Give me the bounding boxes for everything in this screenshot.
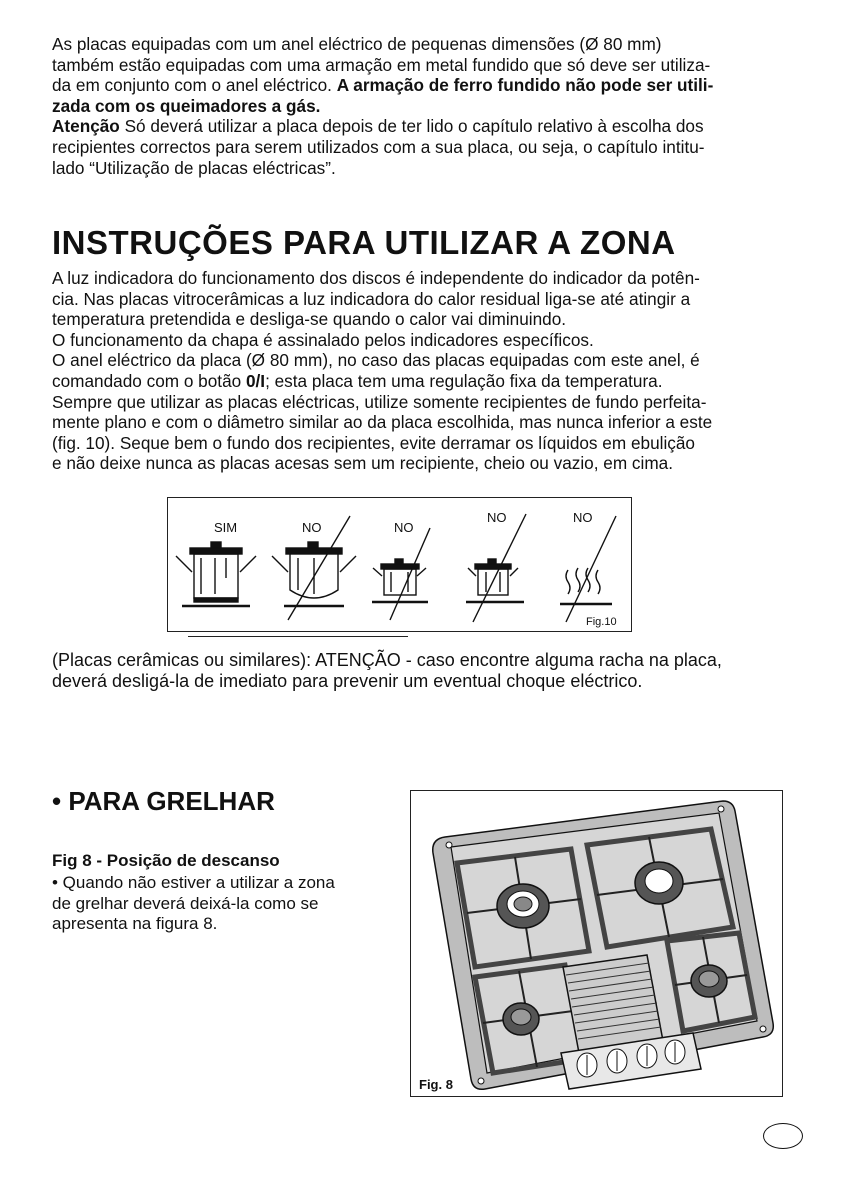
intro-line: As placas equipadas com um anel eléctrico de pequenas dimensões (Ø 80 mm): [52, 34, 662, 54]
fig8-text-line: • Quando não estiver a utilizar a zona: [52, 873, 335, 892]
figure-underline: [188, 636, 408, 637]
instructions-paragraph: [52, 268, 782, 474]
body-line: A luz indicadora do funcionamento dos discos é independente do indicador da potên-: [52, 268, 700, 288]
grill-plate-icon: [563, 955, 663, 1053]
fig10-label-no: NO: [302, 520, 322, 535]
heat-waves-icon: [560, 516, 616, 622]
fig8-text-line: de grelhar deverá deixá-la como se: [52, 893, 319, 913]
atencao-line: lado “Utilização de placas eléctricas”.: [52, 157, 336, 178]
pan-wrong-icon: [372, 528, 430, 620]
pans-illustration: [168, 498, 631, 631]
body-line: comandado com o botão: [52, 370, 246, 391]
atencao-label: Atenção: [52, 116, 120, 137]
fig8-caption: Fig. 8: [419, 1077, 453, 1092]
fig10-label-no: NO: [573, 510, 593, 525]
hob-illustration: [411, 791, 782, 1096]
figure-8-hob: [410, 790, 783, 1097]
figure-10-pans: [167, 497, 632, 632]
burner-icon: [691, 965, 727, 997]
intro-line: da em conjunto com o anel eléctrico.: [52, 75, 332, 96]
body-line: (fig. 10). Seque bem o fundo dos recipientes, evite derramar os líquidos em ebulição: [52, 432, 695, 453]
warning-line: (Placas cerâmicas ou similares): ATENÇÃO - caso encontre alguma racha na placa,: [52, 650, 722, 670]
body-line: O anel eléctrico da placa (Ø 80 mm), no caso das placas equipadas com este anel, é: [52, 350, 700, 371]
body-line: e não deixe nunca as placas acesas sem um recipiente, cheio ou vazio, em cima.: [52, 453, 673, 474]
warning-line: deverá desligá-la de imediato para prevenir um eventual choque eléctrico.: [52, 671, 643, 691]
fig8-heading: Fig 8 - Posição de descanso: [52, 851, 280, 870]
intro-line: também estão equipadas com uma armação em metal fundido que só deve ser utiliza-: [52, 54, 711, 75]
fig10-label-no: NO: [487, 510, 507, 525]
page-number-oval: [763, 1123, 803, 1149]
body-line: temperatura pretendida e desliga-se quando o calor vai diminuindo.: [52, 309, 567, 330]
grill-section-title: • PARA GRELHAR: [52, 786, 275, 816]
ceramic-warning: [52, 650, 782, 692]
section-title: INSTRUÇÕES PARA UTILIZAR A ZONA: [52, 224, 676, 261]
atencao-line: Só deverá utilizar a placa depois de ter lido o capítulo relativo à escolha dos: [124, 116, 704, 137]
button-label-0-1: 0/I: [245, 370, 266, 391]
fig8-description: [52, 873, 400, 935]
body-line: cia. Nas placas vitrocerâmicas a luz indicadora do calor residual liga-se até atingir a: [52, 288, 691, 309]
fig8-text-line: apresenta na figura 8.: [52, 914, 218, 933]
intro-bold-warning-cont: zada com os queimadores a gás.: [52, 95, 321, 116]
body-line: Sempre que utilizar as placas eléctricas, utilize somente recipientes de fundo perfeita-: [52, 391, 707, 412]
burner-icon: [503, 1003, 539, 1035]
intro-bold-warning: A armação de ferro fundido não pode ser utili-: [336, 75, 714, 96]
burner-icon: [635, 862, 683, 904]
fig10-label-no: NO: [394, 520, 414, 535]
body-line: ; esta placa tem uma regulação fixa da temperatura.: [265, 370, 663, 391]
fig10-caption: Fig.10: [586, 616, 617, 628]
intro-paragraph: [52, 34, 782, 178]
body-line: O funcionamento da chapa é assinalado pelos indicadores específicos.: [52, 329, 594, 350]
pan-correct-icon: [176, 542, 256, 606]
pan-wrong-icon: [466, 514, 526, 622]
fig10-label-sim: SIM: [214, 520, 238, 535]
burner-icon: [497, 884, 549, 928]
atencao-line: recipientes correctos para serem utilizados com a sua placa, ou seja, o capítulo intitu-: [52, 136, 705, 157]
body-line: mente plano e com o diâmetro similar ao da placa escolhida, mas nunca inferior a este: [52, 412, 713, 433]
